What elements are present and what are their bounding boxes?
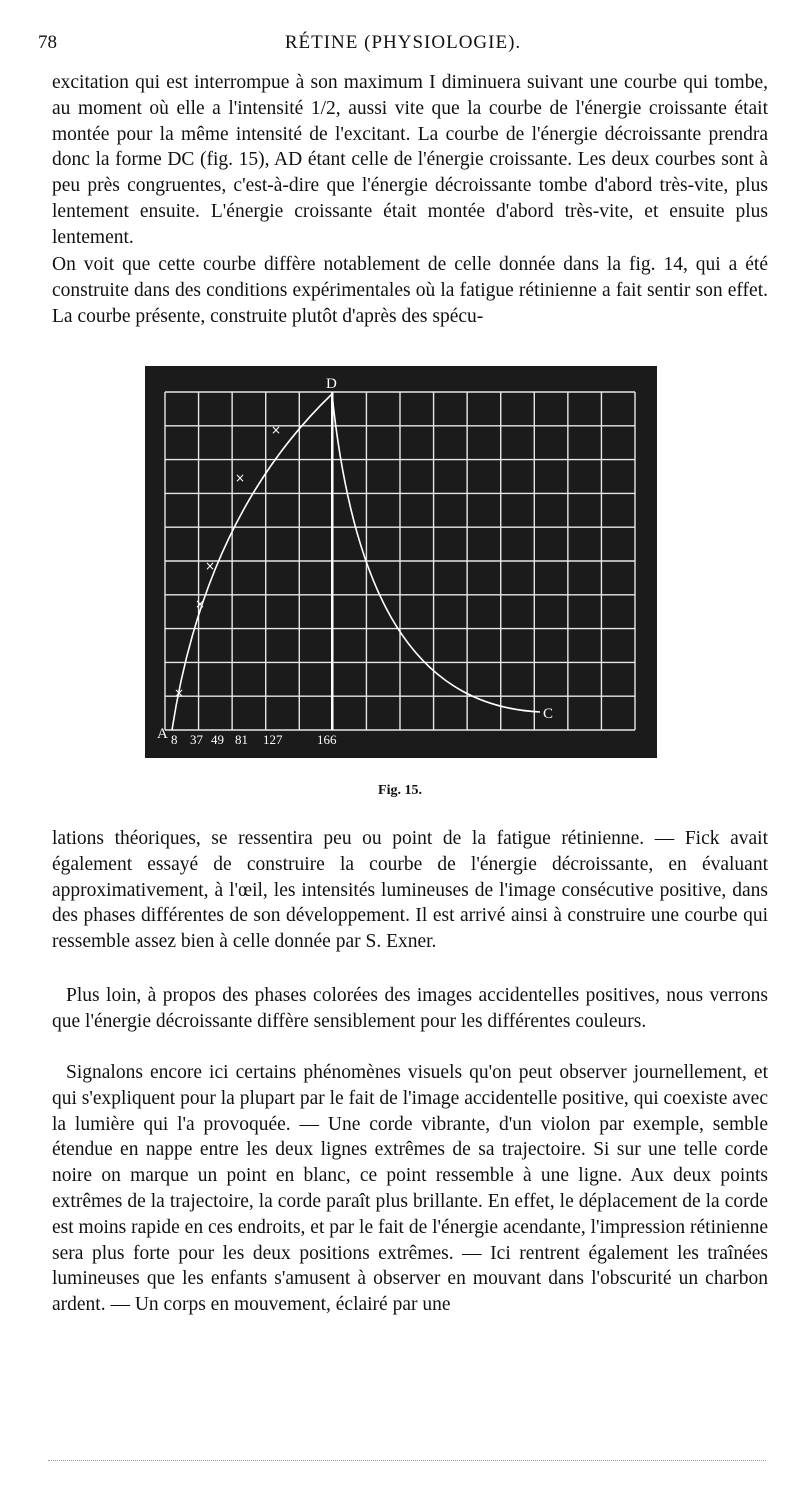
paragraph-4: Plus loin, à propos des phases colorées des images accidentelles positives, nous verrons que l'énergie décroissante diffère sensiblement pour les différentes couleurs. <box>52 985 768 1032</box>
curve-dc-falling <box>332 394 540 712</box>
label-c: C <box>543 706 554 722</box>
tick-label: 127 <box>263 732 283 747</box>
curve-marker: × <box>174 686 185 700</box>
tick-label: 166 <box>317 732 337 747</box>
curve-marker: × <box>235 471 246 485</box>
tick-label: 37 <box>190 732 203 747</box>
figure-15 <box>145 366 657 758</box>
figure-grid <box>165 392 635 730</box>
figure-caption: Fig. 15. <box>378 783 422 798</box>
tick-labels <box>171 732 337 747</box>
figure-15-plot <box>145 366 657 758</box>
paragraph-1: excitation qui est interrompue à son maximum I diminuera suivant une courbe qui tombe, au moment où elle a l'intensité 1/2, aussi vite que la courbe de l'énergie croissante était montée pour la même intensité de l'excitant. La courbe de l'énergie décroissante prendra donc la forme DC (fig. 15), AD étant celle de l'énergie croissante. Les deux courbes sont à peu près congruentes, c'est-à-dire que l'énergie décroissante tombe d'abord très-vite, plus lentement ensuite. L'énergie croissante était montée d'abord très-vite, et ensuite plus lentement. <box>52 72 768 248</box>
label-a: A <box>157 726 168 742</box>
tick-label: 81 <box>235 732 248 747</box>
curve-marker: × <box>271 423 282 437</box>
curve-marker: × <box>205 559 216 573</box>
page-header <box>38 32 768 62</box>
page-number: 78 <box>38 32 57 53</box>
footer-rule <box>48 1460 766 1461</box>
curve-marker: × <box>195 597 206 611</box>
paragraph-5: Signalons encore ici certains phénomènes visuels qu'on peut observer journellement, et qui s'expliquent pour la plupart par le fait de l'image accidentelle positive, qui coexiste avec la lumière qui l'a provoquée. — Une corde vibrante, d'un violon par exemple, semble étendue en nappe entre les deux lignes extrêmes de sa trajectoire. Si sur une telle corde noire on marque un point en blanc, ce point ressemble à une ligne. Aux deux points extrêmes de la trajectoire, la corde paraît plus brillante. En effet, le déplacement de la corde est moins rapide en ces endroits, et par le fait de l'énergie acendante, l'impression rétinienne sera plus forte pour les deux positions extrêmes. — Ici rentrent également les traînées lumineuses que les enfants s'amusent à observer en mouvant dans l'obscurité un charbon ardent. — Un corps en mouvement, éclairé par une <box>52 1062 768 1316</box>
tick-label: 49 <box>211 732 224 747</box>
paragraph-3: lations théoriques, se ressentira peu ou point de la fatigue rétinienne. — Fick avait également essayé de construire la courbe de l'énergie décroissante, en évaluant approximativement, à l'œil, les intensités lumineuses de l'image consécutive positive, dans des phases différentes de son développement. Il est arrivé ainsi à construire une courbe qui ressemble assez bien à celle donnée par S. Exner. <box>52 828 768 953</box>
tick-label: 8 <box>171 732 178 747</box>
label-d: D <box>326 376 337 392</box>
running-title: RÉTINE (PHYSIOLOGIE). <box>284 32 522 53</box>
paragraph-2: On voit que cette courbe diffère notablement de celle donnée dans la fig. 14, qui a été construite dans des conditions expérimentales où la fatigue rétinienne a fait sentir son effet. La courbe présente, construite plutôt d'après des spécu- <box>52 254 768 327</box>
curve-ad-rising <box>172 394 332 730</box>
